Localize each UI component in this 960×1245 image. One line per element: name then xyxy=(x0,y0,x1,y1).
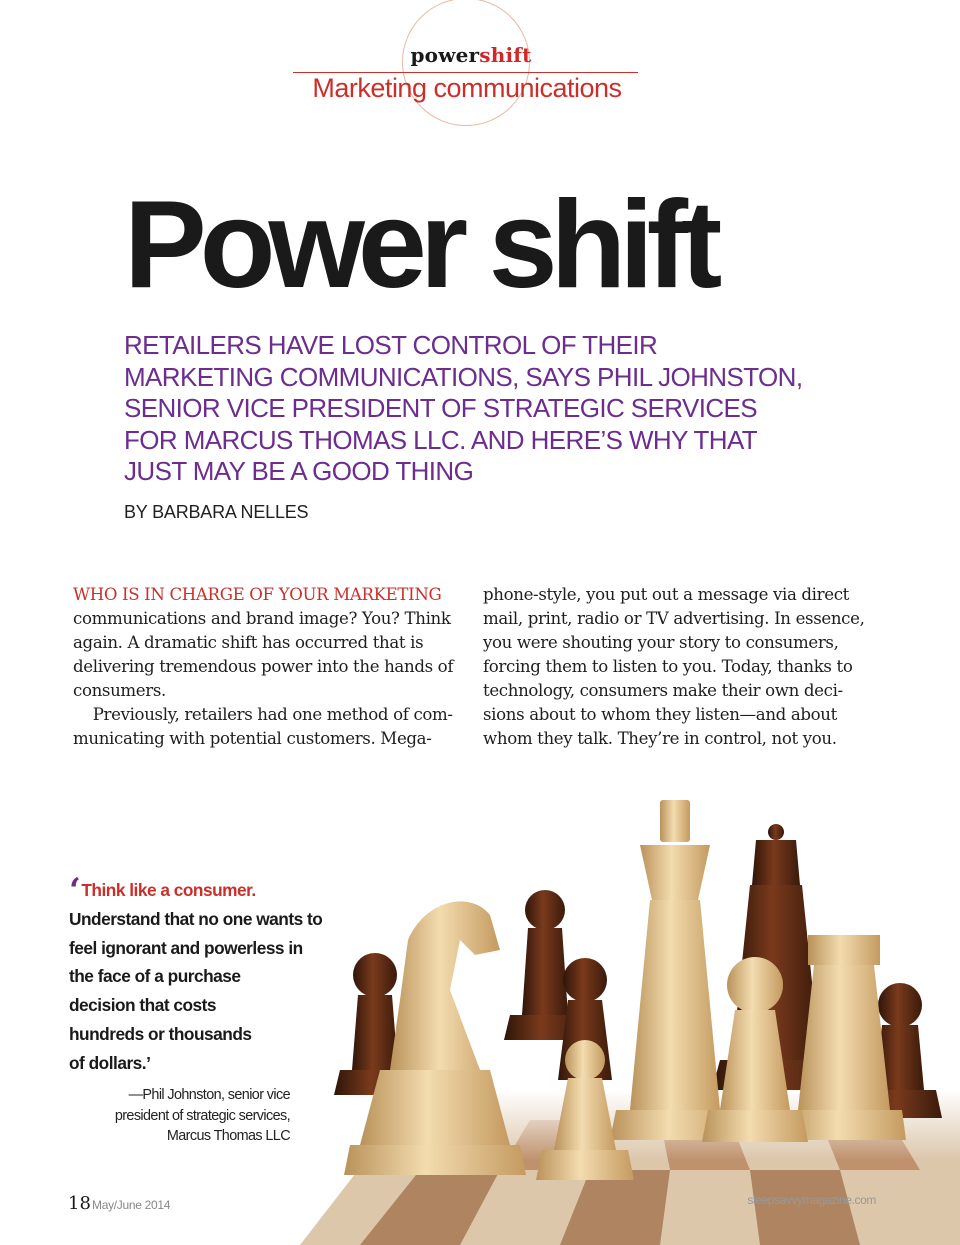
lead-in: WHO IS IN CHARGE OF YOUR MARKETING xyxy=(73,585,442,604)
deck-line: JUST MAY BE A GOOD THING xyxy=(124,456,474,487)
body-line: phone-style, you put out a message via direct xyxy=(483,585,849,604)
body-line: consumers. xyxy=(73,681,166,700)
body-line: mail, print, radio or TV advertising. In essence, xyxy=(483,609,865,628)
issue-date: May/June 2014 xyxy=(92,1198,171,1212)
body-line: delivering tremendous power into the hands of xyxy=(73,657,454,676)
attribution-line: —Phil Johnston, senior vice xyxy=(128,1087,290,1103)
kicker-red: shift xyxy=(479,43,532,67)
deck-line: SENIOR VICE PRESIDENT OF STRATEGIC SERVICES xyxy=(124,393,757,424)
pull-quote xyxy=(69,871,359,1078)
kicker-black: power xyxy=(410,43,480,67)
byline: BY BARBARA NELLES xyxy=(124,502,309,522)
body-line: again. A dramatic shift has occurred that is xyxy=(73,633,424,652)
pull-quote-line: the face of a purchase xyxy=(69,966,241,987)
body-column-2 xyxy=(483,583,865,751)
chess-pieces-image xyxy=(300,790,960,1245)
attribution-line: president of strategic services, xyxy=(114,1107,290,1124)
headline: Power shift xyxy=(124,176,716,314)
body-line: sions about to whom they listen—and about xyxy=(483,705,837,724)
pull-quote-highlight: Think like a consumer. xyxy=(81,880,256,900)
pull-quote-line: feel ignorant and powerless in xyxy=(69,937,303,958)
page-number: 18 xyxy=(68,1193,91,1214)
deck xyxy=(124,330,844,488)
section-title: Marketing communications xyxy=(312,73,622,103)
pull-quote-attribution xyxy=(60,1085,290,1147)
deck-line: FOR MARCUS THOMAS LLC. AND HERE’S WHY THAT xyxy=(124,424,758,455)
body-line: Previously, retailers had one method of com- xyxy=(73,705,453,724)
body-line: municating with potential customers. Mega- xyxy=(73,729,432,748)
body-line: communications and brand image? You? Think xyxy=(73,609,451,628)
deck-line: RETAILERS HAVE LOST CONTROL OF THEIR xyxy=(124,330,658,360)
website-url: sleepsavvymagazine.com xyxy=(747,1193,876,1207)
body-line: technology, consumers make their own deci- xyxy=(483,681,843,700)
section-kicker xyxy=(0,43,942,67)
pull-quote-line: Understand that no one wants to xyxy=(69,908,323,929)
body-line: you were shouting your story to consumers, xyxy=(483,633,839,652)
attribution-line: Marcus Thomas LLC xyxy=(166,1128,290,1144)
deck-line: MARKETING COMMUNICATIONS, SAYS PHIL JOHNSTON, xyxy=(124,361,803,392)
quote-mark-icon: ‘ xyxy=(69,871,81,911)
pull-quote-line: of dollars.’ xyxy=(69,1052,151,1073)
pull-quote-line: hundreds or thousands xyxy=(69,1023,252,1044)
body-column-1 xyxy=(73,583,453,751)
body-line: whom they talk. They’re in control, not you. xyxy=(483,729,837,748)
pull-quote-line: decision that costs xyxy=(69,995,217,1016)
body-line: forcing them to listen to you. Today, thanks to xyxy=(483,657,853,676)
